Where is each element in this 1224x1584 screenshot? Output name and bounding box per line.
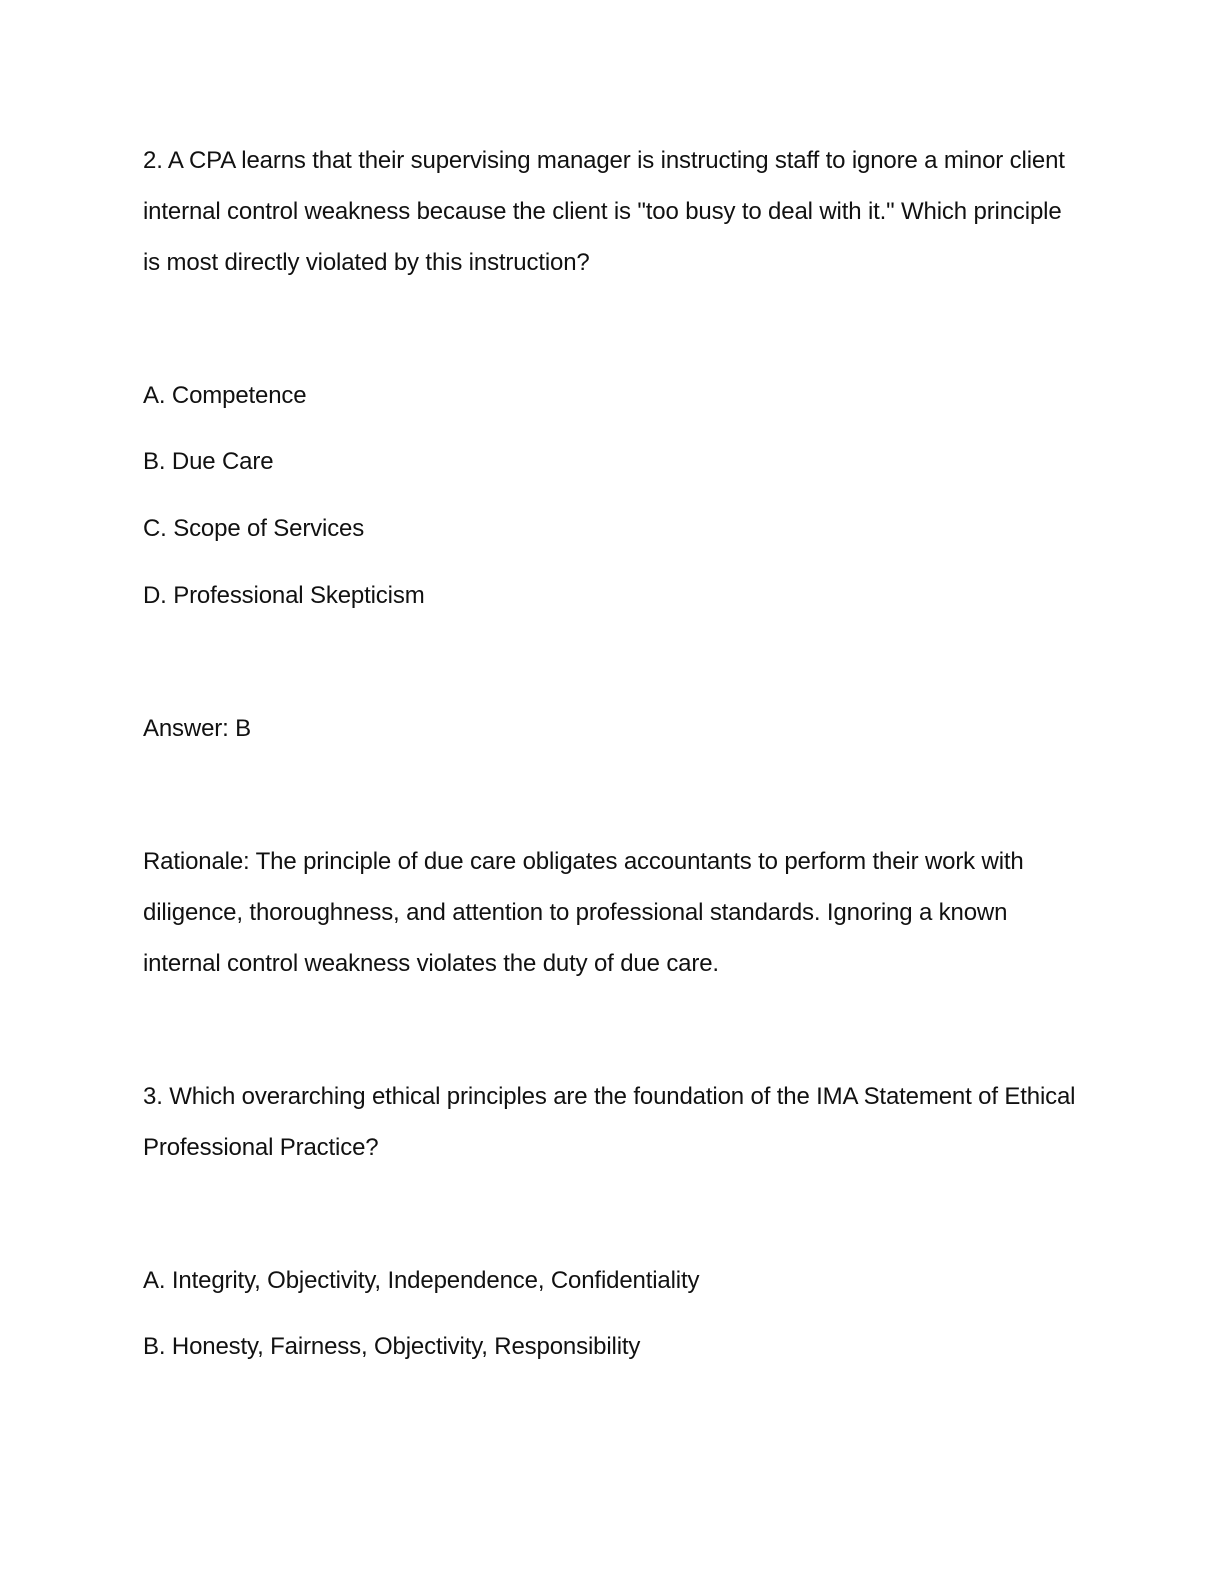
question-2-option-b: B. Due Care [143,448,274,475]
question-3-text: 3. Which overarching ethical principles are the foundation of the IMA Statement of Ethical Professional Practice? [143,1083,1076,1161]
question-2-option-a: A. Competence [143,382,307,409]
question-2-option-d: D. Professional Skepticism [143,582,425,609]
question-2-rationale: Rationale: The principle of due care obligates accountants to perform their work with diligence, thoroughness, and attention to professional standards. Ignoring a known internal control weakness violates the duty of due care. [143,848,1024,977]
question-2-text: 2. A CPA learns that their supervising manager is instructing staff to ignore a minor client internal control weakness because the client is "too busy to deal with it." Which principle is most directly violated by this instruction? [143,147,1065,276]
question-3-option-a: A. Integrity, Objectivity, Independence, Confidentiality [143,1267,700,1294]
question-2-option-c: C. Scope of Services [143,515,365,542]
question-2-answer: Answer: B [143,715,252,742]
question-3-option-b: B. Honesty, Fairness, Objectivity, Responsibility [143,1333,641,1360]
